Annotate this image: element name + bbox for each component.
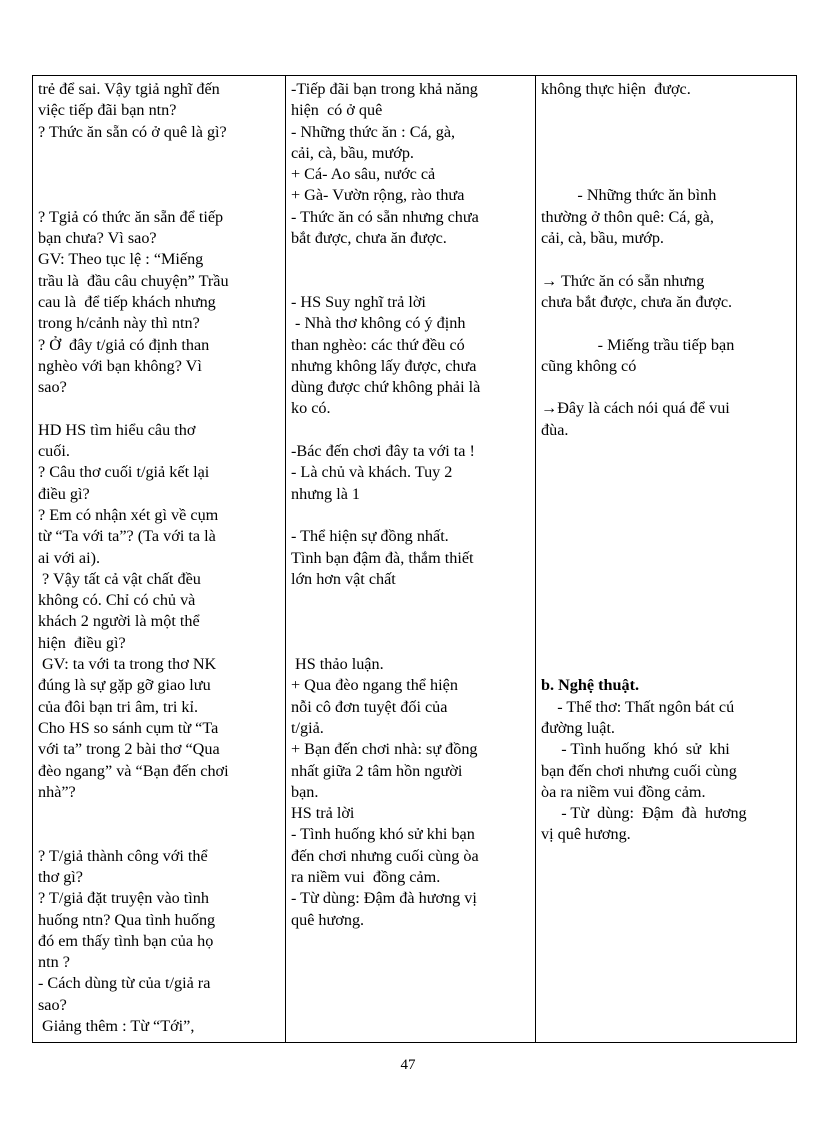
teacher-activities-line: ? Vậy tất cả vật chất đều xyxy=(38,569,201,588)
student-activities-line xyxy=(291,505,531,526)
student-activities-line: ra niềm vui đồng cảm. xyxy=(291,867,441,886)
teacher-activities-line: từ “Ta với ta”? (Ta với ta là xyxy=(38,527,216,546)
student-activities-line: Tình bạn đậm đà, thắm thiết xyxy=(291,548,474,567)
student-activities-line: HS thảo luận. xyxy=(291,655,384,674)
student-activities-line: nhưng là 1 xyxy=(291,484,361,503)
teacher-activities-line: ? Thức ăn sẵn có ở quê là gì? xyxy=(38,122,227,141)
content-notes-line xyxy=(541,505,792,526)
student-activities-line: hiện có ở quê xyxy=(291,101,383,120)
student-activities-line xyxy=(291,611,531,632)
student-activities-cell xyxy=(286,76,536,1043)
teacher-activities-line xyxy=(38,185,281,206)
teacher-activities-line: của đôi bạn tri âm, tri kỉ. xyxy=(38,697,199,716)
student-activities-line: - Những thức ăn : Cá, gà, xyxy=(291,122,456,141)
teacher-activities-line: huống ntn? Qua tình huống xyxy=(38,910,216,929)
student-activities-line: t/giả. xyxy=(291,718,324,737)
teacher-activities-line: không có. Chỉ có chủ và xyxy=(38,591,196,610)
teacher-activities-line xyxy=(38,824,281,845)
content-notes-line: b. Nghệ thuật. xyxy=(541,676,640,695)
content-notes-line xyxy=(541,441,792,462)
content-notes-line xyxy=(541,377,792,398)
content-notes-line xyxy=(541,548,792,569)
teacher-activities-line: GV: ta với ta trong thơ NK xyxy=(38,655,217,674)
student-activities-line: - Là chủ và khách. Tuy 2 xyxy=(291,463,453,482)
teacher-activities-line xyxy=(38,143,281,164)
content-notes-line xyxy=(541,143,792,164)
teacher-activities-line: nhà”? xyxy=(38,782,76,801)
content-notes-line xyxy=(541,484,792,505)
content-notes-line: → Thức ăn có sẵn nhưng xyxy=(541,271,705,290)
student-activities-line: bạn. xyxy=(291,782,319,801)
student-activities-line: dùng được chứ không phải là xyxy=(291,378,481,397)
student-activities-line: + Bạn đến chơi nhà: sự đồng xyxy=(291,740,478,759)
teacher-activities-line: Giảng thêm : Từ “Tới”, xyxy=(38,1017,195,1036)
teacher-activities-line: việc tiếp đãi bạn ntn? xyxy=(38,101,177,120)
content-notes-line xyxy=(541,590,792,611)
content-notes-line xyxy=(541,249,792,270)
student-activities-line: bắt được, chưa ăn được. xyxy=(291,229,447,248)
content-notes-line: đường luật. xyxy=(541,718,615,737)
teacher-activities-line: ? Ở đây t/giả có định than xyxy=(38,335,210,354)
student-activities-line: nhất giữa 2 tâm hồn người xyxy=(291,761,463,780)
student-activities-line: nhưng không lấy được, chưa xyxy=(291,356,477,375)
student-activities-line: - Từ dùng: Đậm đà hương vị xyxy=(291,889,477,908)
content-notes-line: - Từ dùng: Đậm đà hương xyxy=(541,804,747,823)
student-activities-line: - Thể hiện sự đồng nhất. xyxy=(291,527,449,546)
teacher-activities-line: GV: Theo tục lệ : “Miếng xyxy=(38,250,204,269)
student-activities-line xyxy=(291,590,531,611)
student-activities-line: -Tiếp đãi bạn trong khả năng xyxy=(291,80,478,98)
student-activities-line: - Thức ăn có sẵn nhưng chưa xyxy=(291,207,479,226)
content-notes-line: thường ở thôn quê: Cá, gà, xyxy=(541,207,714,226)
student-activities-line xyxy=(291,249,531,270)
teacher-activities-line: cau là để tiếp khách nhưng xyxy=(38,292,216,311)
content-notes-line xyxy=(541,526,792,547)
content-notes-line xyxy=(541,611,792,632)
content-notes-line: không thực hiện được. xyxy=(541,80,691,98)
content-notes-line: vị quê hương. xyxy=(541,825,631,844)
content-notes-cell xyxy=(536,76,797,1043)
content-notes-line xyxy=(541,654,792,675)
teacher-activities-line: - Cách dùng từ của t/giả ra xyxy=(38,974,211,993)
teacher-activities-line xyxy=(38,398,281,419)
teacher-activities-line: ? Tgiả có thức ăn sẵn để tiếp xyxy=(38,207,224,226)
content-notes-line xyxy=(541,313,792,334)
page-number: 47 xyxy=(400,1057,416,1073)
student-activities-line: than nghèo: các thứ đều có xyxy=(291,335,465,354)
student-activities-line: nỗi cô đơn tuyệt đối của xyxy=(291,697,448,716)
table-row xyxy=(33,76,797,1043)
teacher-activities-line: ? T/giả đặt truyện vào tình xyxy=(38,889,209,908)
content-notes-line: đùa. xyxy=(541,420,569,439)
content-notes-line xyxy=(541,569,792,590)
student-activities-line: -Bác đến chơi đây ta với ta ! xyxy=(291,442,475,461)
student-activities-line: + Qua đèo ngang thể hiện xyxy=(291,676,458,695)
teacher-activities-line: ai với ai). xyxy=(38,548,101,567)
teacher-activities-line: trẻ để sai. Vậy tgiả nghĩ đến xyxy=(38,80,220,98)
content-notes-line: →Đây là cách nói quá để vui xyxy=(541,399,730,418)
teacher-activities-line: trong h/cảnh này thì ntn? xyxy=(38,314,200,333)
content-notes-line: - Thể thơ: Thất ngôn bát cú xyxy=(541,697,735,716)
content-notes-line xyxy=(541,122,792,143)
teacher-activities-line: Cho HS so sánh cụm từ “Ta xyxy=(38,718,219,737)
content-notes-line xyxy=(541,633,792,654)
teacher-activities-line: ? Câu thơ cuối t/giả kết lại xyxy=(38,463,210,482)
student-activities-line: + Cá- Ao sâu, nước cả xyxy=(291,165,436,184)
teacher-activities-line: ? T/giả thành công với thể xyxy=(38,846,208,865)
teacher-activities-line: cuối. xyxy=(38,442,70,461)
student-activities-line: lớn hơn vật chất xyxy=(291,569,396,588)
student-activities-line: - Nhà thơ không có ý định xyxy=(291,314,466,333)
teacher-activities-line: thơ gì? xyxy=(38,867,83,886)
content-notes-line xyxy=(541,462,792,483)
teacher-activities-line: nghèo với bạn không? Vì xyxy=(38,356,202,375)
teacher-activities-line: trầu là đầu câu chuyện” Trầu xyxy=(38,271,229,290)
teacher-activities-line: điều gì? xyxy=(38,484,90,503)
teacher-activities-line xyxy=(38,803,281,824)
content-notes-line: chưa bắt được, chưa ăn được. xyxy=(541,292,733,311)
content-notes-line: cũng không có xyxy=(541,356,637,375)
teacher-activities-line: đó em thấy tình bạn của họ xyxy=(38,931,214,950)
teacher-activities-cell xyxy=(33,76,286,1043)
student-activities-line: quê hương. xyxy=(291,910,365,929)
content-notes-line xyxy=(541,100,792,121)
student-activities-line xyxy=(291,633,531,654)
student-activities-line: HS trả lời xyxy=(291,804,355,823)
student-activities-line xyxy=(291,271,531,292)
content-notes-line xyxy=(541,164,792,185)
student-activities-line: cải, cà, bầu, mướp. xyxy=(291,143,414,162)
lesson-table xyxy=(32,75,797,1043)
content-notes-line: - Tình huống khó sử khi xyxy=(541,740,730,759)
teacher-activities-line: ? Em có nhận xét gì về cụm xyxy=(38,505,219,524)
student-activities-line xyxy=(291,420,531,441)
teacher-activities-line xyxy=(38,164,281,185)
content-notes-line: - Miếng trầu tiếp bạn xyxy=(541,335,735,354)
content-notes-line: cải, cà, bầu, mướp. xyxy=(541,229,664,248)
student-activities-line: - Tình huống khó sử khi bạn xyxy=(291,825,475,844)
teacher-activities-line: khách 2 người là một thể xyxy=(38,612,200,631)
student-activities-line: ko có. xyxy=(291,399,331,418)
teacher-activities-line: đèo ngang” và “Bạn đến chơi xyxy=(38,761,229,780)
teacher-activities-line: đúng là sự gặp gỡ giao lưu xyxy=(38,676,211,695)
teacher-activities-line: sao? xyxy=(38,995,67,1014)
teacher-activities-line: sao? xyxy=(38,378,67,397)
teacher-activities-line: ntn ? xyxy=(38,953,70,972)
teacher-activities-line: HD HS tìm hiểu câu thơ xyxy=(38,420,196,439)
student-activities-line: đến chơi nhưng cuối cùng òa xyxy=(291,846,479,865)
content-notes-line: bạn đến chơi nhưng cuối cùng xyxy=(541,761,737,780)
student-activities-line: + Gà- Vườn rộng, rào thưa xyxy=(291,186,465,205)
student-activities-line: - HS Suy nghĩ trả lời xyxy=(291,292,426,311)
teacher-activities-line: hiện điều gì? xyxy=(38,633,126,652)
content-notes-line: - Những thức ăn bình xyxy=(541,186,717,205)
teacher-activities-line: với ta” trong 2 bài thơ “Qua xyxy=(38,740,220,759)
content-notes-line: òa ra niềm vui đồng cảm. xyxy=(541,782,706,801)
teacher-activities-line: bạn chưa? Vì sao? xyxy=(38,229,157,248)
